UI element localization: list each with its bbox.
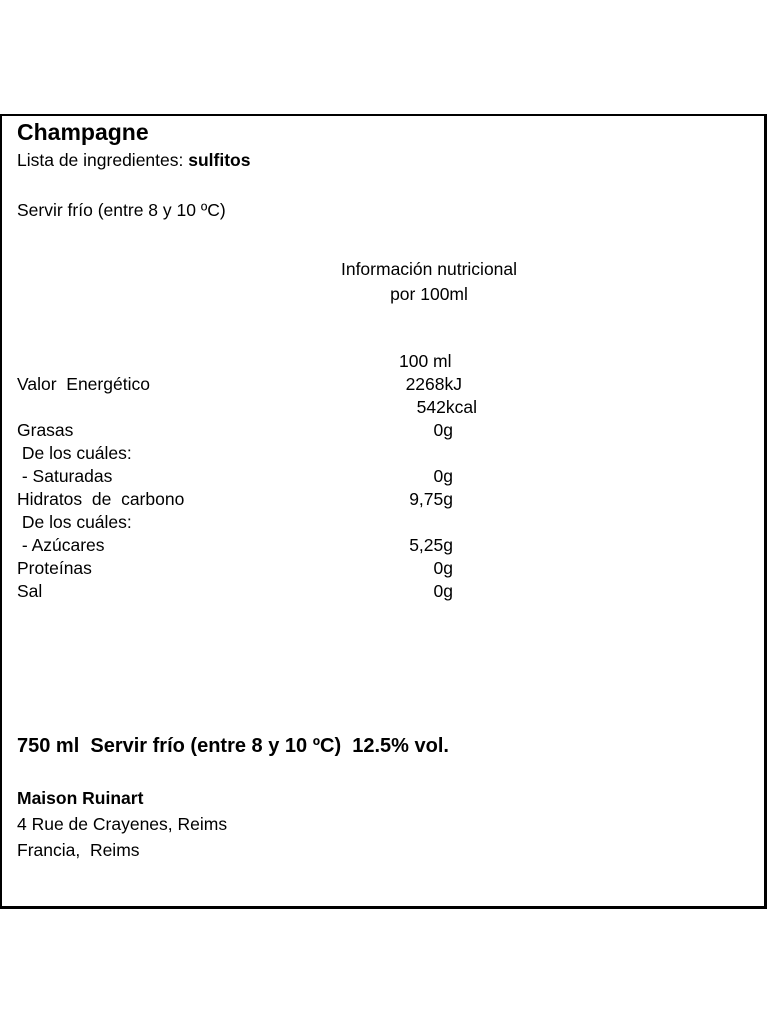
ingredients-line (17, 152, 250, 170)
address-line-2: Francia, Reims (17, 840, 140, 860)
nutrition-heading: Información nutricional (340, 259, 518, 279)
nutrition-row-value: 2268kJ (405, 374, 462, 394)
nutrition-row-label: De los cuáles: (17, 512, 132, 532)
nutrition-row-value: 0g (433, 558, 453, 578)
nutrition-row-value: 9,75g (409, 489, 453, 509)
nutrition-row-value: 5,25g (409, 535, 453, 555)
nutrition-row-label: Proteínas (17, 558, 92, 578)
nutrition-row-label: - Saturadas (17, 466, 113, 486)
product-label (0, 114, 767, 909)
ingredients-value: sulfitos (188, 150, 251, 170)
ingredients-label: Lista de ingredientes: (17, 150, 189, 170)
nutrition-subheading: por 100ml (390, 284, 468, 304)
serving-note: Servir frío (entre 8 y 10 ºC) (17, 200, 226, 220)
nutrition-column-header: 100 ml (399, 351, 452, 371)
nutrition-row-label: De los cuáles: (17, 443, 132, 463)
nutrition-row-label: - Azúcares (17, 535, 105, 555)
nutrition-row-label: Sal (17, 581, 43, 601)
nutrition-row-value: 542kcal (416, 397, 477, 417)
address-line-1: 4 Rue de Crayenes, Reims (17, 814, 228, 834)
volume-serving-alcohol-line: 750 ml Servir frío (entre 8 y 10 ºC) 12.5% vol. (17, 735, 449, 757)
nutrition-row-label: Grasas (17, 420, 74, 440)
nutrition-row-value: 0g (433, 466, 453, 486)
producer-name: Maison Ruinart (17, 788, 144, 808)
product-name: Champagne (17, 119, 149, 145)
nutrition-row-label: Hidratos de carbono (17, 489, 185, 509)
nutrition-row-value: 0g (433, 420, 453, 440)
nutrition-row-label: Valor Energético (17, 374, 150, 394)
nutrition-row-value: 0g (433, 581, 453, 601)
